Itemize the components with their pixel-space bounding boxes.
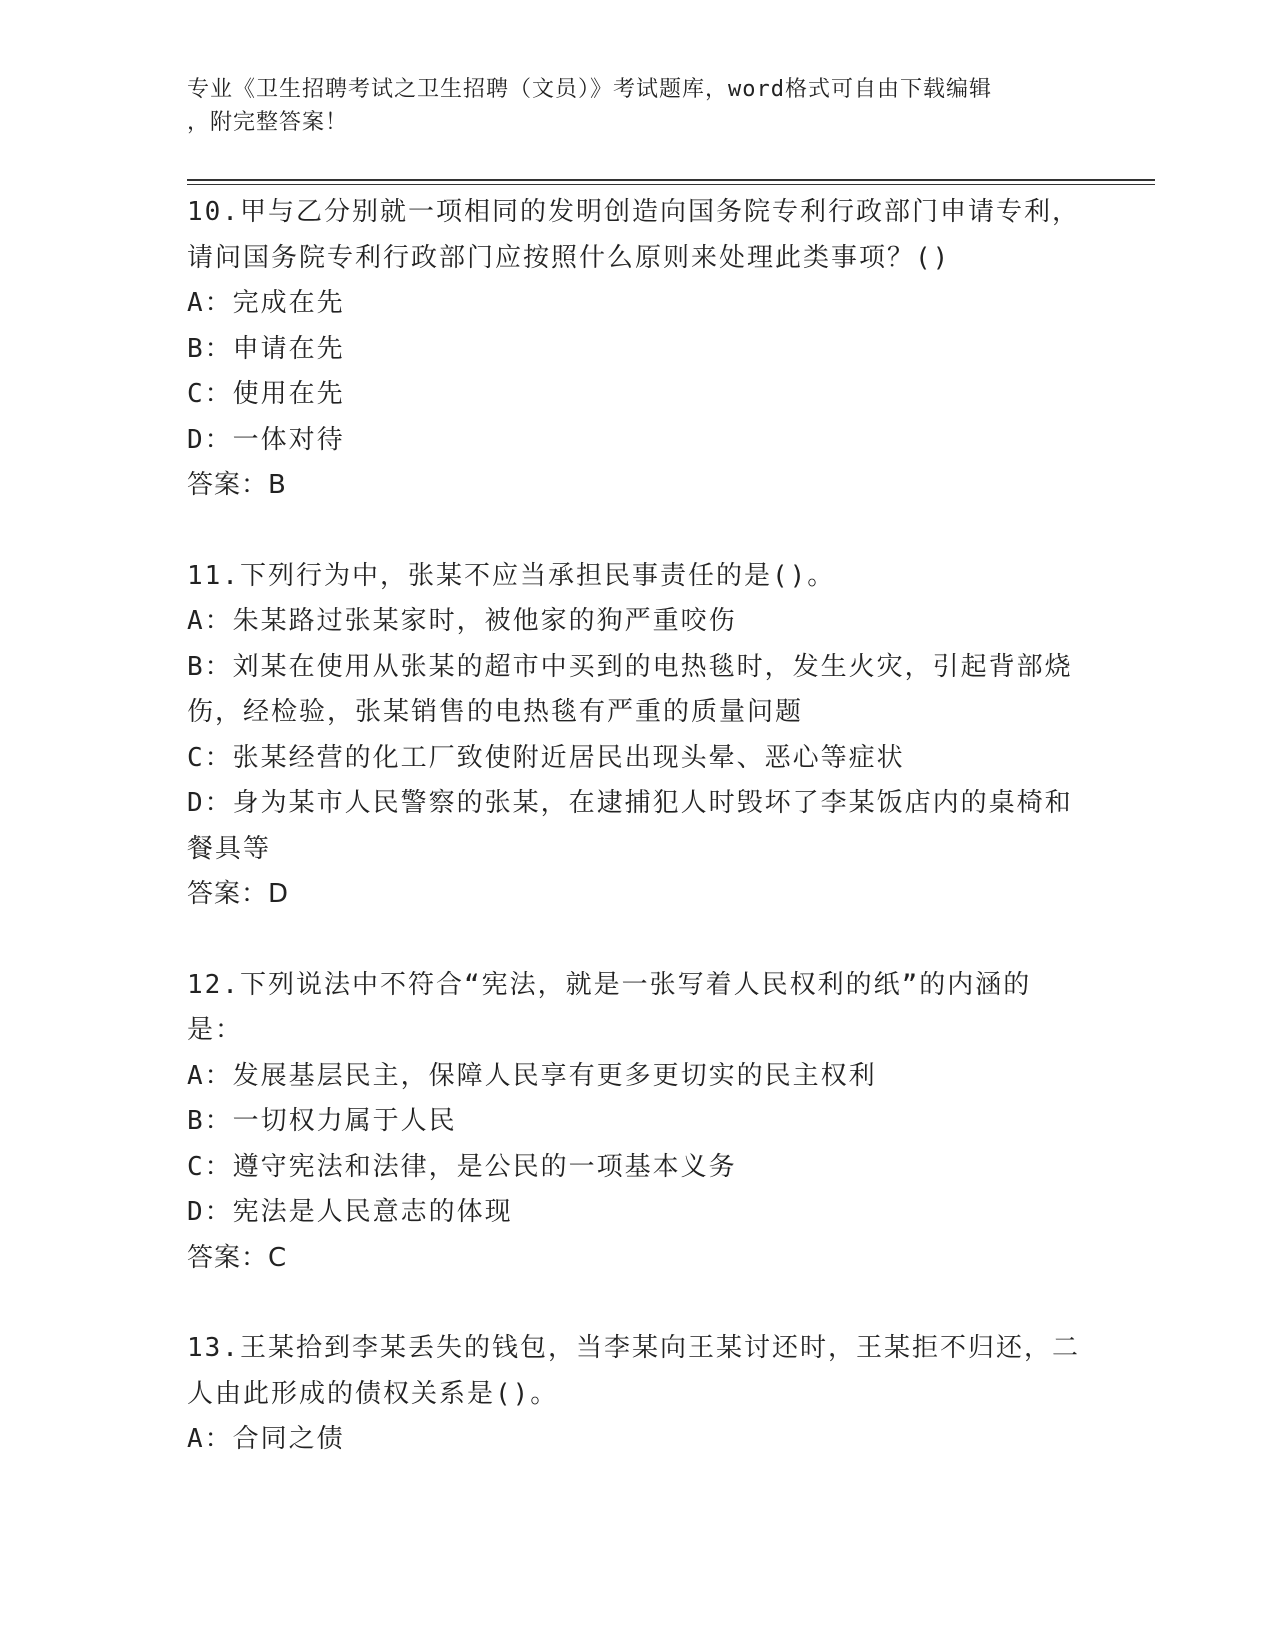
document-header <box>187 73 1067 139</box>
option-a: A：完成在先 <box>187 288 345 318</box>
answer: 答案：C <box>187 1242 288 1273</box>
option-b: B：一切权力属于人民 <box>187 1106 457 1136</box>
option-c: C：张某经营的化工厂致使附近居民出现头晕、恶心等症状 <box>187 742 905 773</box>
question-text: 12.下列说法中不符合“宪法，就是一张写着人民权利的纸”的内涵的是： <box>187 969 1032 1045</box>
option-c: C：遵守宪法和法律，是公民的一项基本义务 <box>187 1151 737 1182</box>
header-divider-thin <box>187 184 1155 185</box>
header-line-2: ，附完整答案！ <box>187 110 349 135</box>
option-d: D：宪法是人民意志的体现 <box>187 1197 513 1227</box>
question-10 <box>187 190 1087 509</box>
option-a: A：朱某路过张某家时，被他家的狗严重咬伤 <box>187 606 737 636</box>
option-a: A：合同之债 <box>187 1424 345 1454</box>
question-list <box>187 190 1087 1508</box>
option-a: A：发展基层民主，保障人民享有更多更切实的民主权利 <box>187 1060 877 1091</box>
question-text: 11.下列行为中，张某不应当承担民事责任的是()。 <box>187 560 836 591</box>
option-d: D：一体对待 <box>187 424 345 455</box>
header-line-1: 专业《卫生招聘考试之卫生招聘（文员）》考试题库，word格式可自由下载编辑 <box>187 77 992 102</box>
option-b: B：申请在先 <box>187 333 345 364</box>
header-divider-thick <box>187 179 1155 181</box>
question-12 <box>187 963 1087 1282</box>
option-d: D：身为某市人民警察的张某，在逮捕犯人时毁坏了李某饭店内的桌椅和餐具等 <box>187 788 1073 864</box>
question-11 <box>187 554 1087 918</box>
question-13 <box>187 1326 1087 1463</box>
option-c: C：使用在先 <box>187 379 345 409</box>
question-text: 10.甲与乙分别就一项相同的发明创造向国务院专利行政部门申请专利，请问国务院专利行政部门应按照什么原则来处理此类事项？() <box>187 197 1080 273</box>
question-text: 13.王某拾到李某丢失的钱包，当李某向王某讨还时，王某拒不归还，二人由此形成的债权关系是()。 <box>187 1333 1080 1409</box>
answer: 答案：D <box>187 879 290 909</box>
answer: 答案：B <box>187 470 287 500</box>
option-b: B：刘某在使用从张某的超市中买到的电热毯时，发生火灾，引起背部烧伤，经检验，张某销售的电热毯有严重的质量问题 <box>187 651 1073 727</box>
